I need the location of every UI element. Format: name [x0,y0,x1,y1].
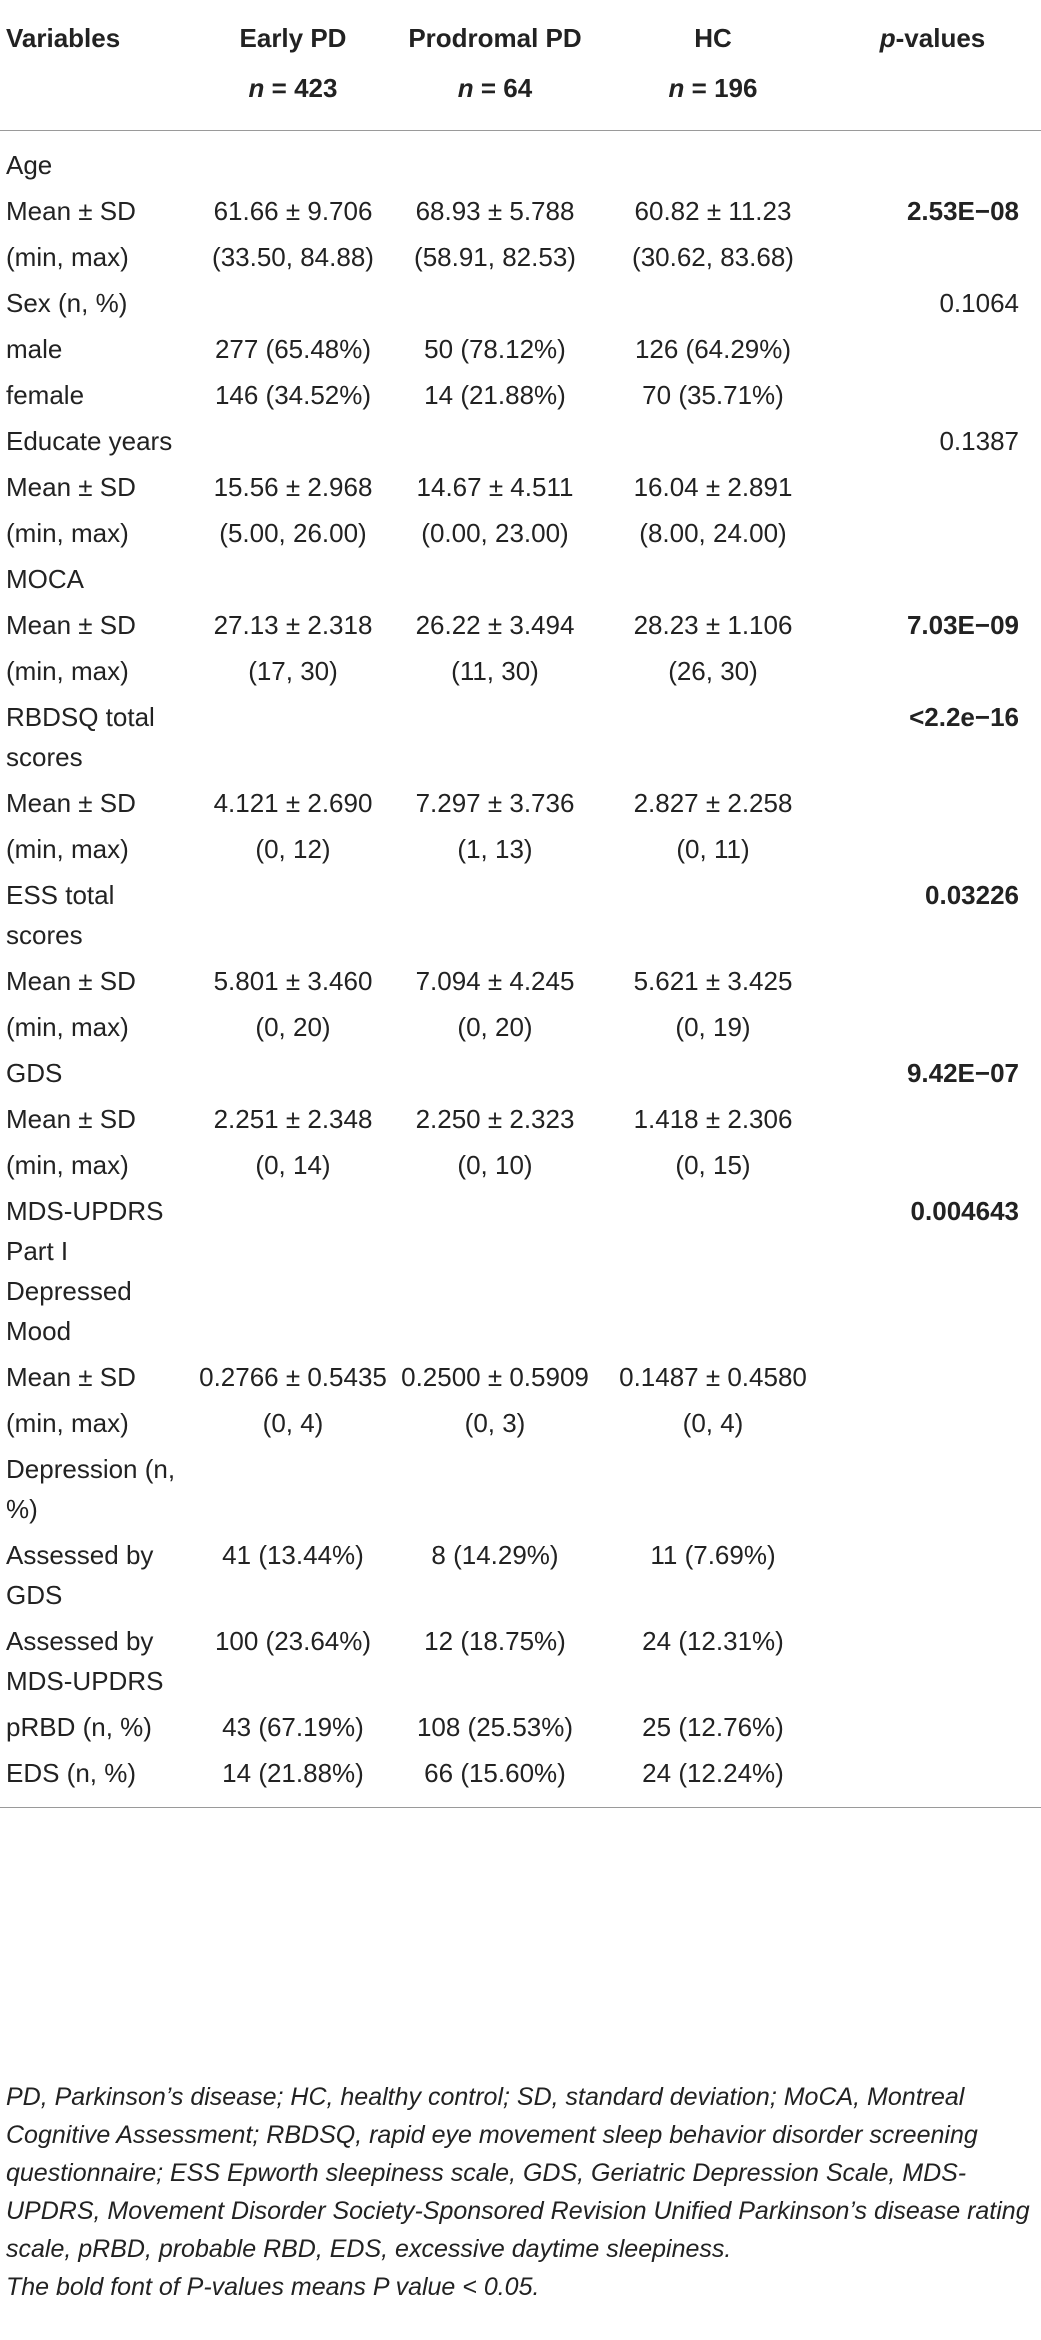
table-row [0,602,1041,648]
row-label: (min, max) [6,518,129,548]
table-row [0,1400,1041,1446]
header-p-rest: -values [895,23,986,53]
cell-hc: 16.04 ± 2.891 [633,472,793,502]
n-label: n [457,73,474,103]
cell-prodromal-pd: 14 (21.88%) [424,380,566,410]
cell-prodromal-pd: (0, 10) [457,1150,533,1180]
cell-early-pd: 277 (65.48%) [214,334,372,364]
row-label: (min, max) [6,242,129,272]
header-prodromal-pd-n: n = 64 [388,58,602,131]
cell-hc [602,1188,824,1354]
cell-hc: 1.418 ± 2.306 [633,1104,793,1134]
cell-prodromal-pd [388,1050,602,1096]
row-label: Mean ± SD [6,966,136,996]
cell-prodromal-pd [388,872,602,958]
table-row [0,826,1041,872]
table-row [0,648,1041,694]
cell-hc: 2.827 ± 2.258 [633,788,793,818]
cell-hc: 24 (12.24%) [642,1758,784,1788]
cell-p-value: 7.03E−09 [906,610,1019,640]
cell-early-pd: (33.50, 84.88) [212,242,374,272]
cell-hc: 25 (12.76%) [642,1712,784,1742]
cell-prodromal-pd [388,418,602,464]
cell-hc [602,280,824,326]
cell-prodromal-pd: 7.297 ± 3.736 [415,788,575,818]
cell-prodromal-pd: 26.22 ± 3.494 [415,610,575,640]
cell-hc: 0.1487 ± 0.4580 [619,1362,807,1392]
cell-early-pd: 41 (13.44%) [222,1540,364,1570]
cell-prodromal-pd: 2.250 ± 2.323 [415,1104,575,1134]
cell-early-pd: (0, 12) [255,834,331,864]
row-label: RBDSQ total scores [6,702,155,772]
cell-prodromal-pd: 68.93 ± 5.788 [415,196,575,226]
cell-hc: 11 (7.69%) [650,1540,776,1570]
row-label: (min, max) [6,834,129,864]
table-row [0,418,1041,464]
cell-prodromal-pd [388,556,602,602]
table-row [0,958,1041,1004]
row-label: (min, max) [6,1408,129,1438]
cell-p-value [824,326,1041,372]
header-early-pd-n: n = 423 [198,58,388,131]
header-prodromal-pd: Prodromal PD [408,23,582,53]
table-row [0,131,1041,189]
cell-prodromal-pd: 108 (25.53%) [416,1712,574,1742]
row-label: Sex (n, %) [6,288,128,318]
table-row [0,780,1041,826]
table-row [0,464,1041,510]
row-label: Mean ± SD [6,1104,136,1134]
cell-prodromal-pd: 8 (14.29%) [431,1540,559,1570]
cell-p-value [824,131,1041,189]
cell-prodromal-pd: (0, 3) [464,1408,526,1438]
cell-p-value [824,1750,1041,1808]
cell-p-value [824,648,1041,694]
cell-early-pd: 14 (21.88%) [222,1758,364,1788]
n-label: n [668,73,685,103]
cell-prodromal-pd: 12 (18.75%) [424,1626,566,1656]
cell-early-pd: 0.2766 ± 0.5435 [199,1362,387,1392]
cell-prodromal-pd: 7.094 ± 4.245 [415,966,575,996]
cell-p-value: 0.03226 [925,880,1019,910]
table-row [0,694,1041,780]
cell-early-pd [198,694,388,780]
header-variables: Variables [6,23,121,53]
row-label: Educate years [6,426,173,456]
cell-hc [602,872,824,958]
cell-early-pd: 61.66 ± 9.706 [213,196,373,226]
row-label: EDS (n, %) [6,1758,137,1788]
cell-early-pd [198,418,388,464]
cell-early-pd: 100 (23.64%) [214,1626,372,1656]
cell-p-value [824,1532,1041,1618]
row-label: Mean ± SD [6,196,136,226]
cell-early-pd [198,556,388,602]
table-row [0,1446,1041,1532]
cell-p-value: 2.53E−08 [906,196,1019,226]
cell-early-pd: 43 (67.19%) [222,1712,364,1742]
cell-p-value [824,1096,1041,1142]
cell-hc [602,1446,824,1532]
footnote-bold-note: The bold font of P-values means P value < 0.05. [6,2273,540,2301]
cell-early-pd [198,1446,388,1532]
table-row [0,1188,1041,1354]
row-label: Age [6,150,53,180]
cell-hc [602,418,824,464]
cell-p-value [824,510,1041,556]
cell-hc: 126 (64.29%) [634,334,792,364]
row-label: Mean ± SD [6,610,136,640]
cell-hc: (0, 11) [676,834,750,864]
row-label: (min, max) [6,1150,129,1180]
table-row [0,1096,1041,1142]
header-hc: HC [694,23,732,53]
cell-p-value: 9.42E−07 [906,1058,1019,1088]
cell-hc: 5.621 ± 3.425 [633,966,793,996]
cell-prodromal-pd: 14.67 ± 4.511 [416,472,574,502]
cell-early-pd [198,872,388,958]
header-early-pd: Early PD [239,23,347,53]
cell-hc: (26, 30) [668,656,758,686]
cell-prodromal-pd: 66 (15.60%) [424,1758,566,1788]
cell-early-pd [198,1050,388,1096]
cell-hc [602,1050,824,1096]
row-label: (min, max) [6,1012,129,1042]
table-row [0,1050,1041,1096]
cell-prodromal-pd [388,1446,602,1532]
row-label: MDS-UPDRS Part I Depressed Mood [6,1196,164,1346]
cell-early-pd: 146 (34.52%) [214,380,372,410]
cell-early-pd: 4.121 ± 2.690 [213,788,373,818]
table-row [0,234,1041,280]
cell-prodromal-pd: (1, 13) [457,834,533,864]
n-label: n [248,73,265,103]
table-row [0,510,1041,556]
cell-hc: (0, 15) [675,1150,751,1180]
row-label: (min, max) [6,656,129,686]
table-row [0,1704,1041,1750]
cell-p-value [824,372,1041,418]
cell-early-pd: 5.801 ± 3.460 [213,966,373,996]
row-label: MOCA [6,564,84,594]
cell-p-value [824,1618,1041,1704]
header-p-italic: p [879,23,896,53]
cell-early-pd: (5.00, 26.00) [219,518,367,548]
table-row [0,326,1041,372]
cell-prodromal-pd: (11, 30) [451,656,539,686]
row-label: male [6,334,63,364]
cell-early-pd: 27.13 ± 2.318 [213,610,373,640]
cell-early-pd [198,1188,388,1354]
row-label: pRBD (n, %) [6,1712,152,1742]
cell-early-pd [198,280,388,326]
cell-prodromal-pd: (58.91, 82.53) [414,242,576,272]
row-label: GDS [6,1058,63,1088]
row-label: Mean ± SD [6,472,136,502]
cell-hc: 28.23 ± 1.106 [633,610,793,640]
cell-p-value [824,958,1041,1004]
cell-p-value [824,1142,1041,1188]
row-label: Assessed by MDS-UPDRS [6,1626,164,1696]
table-row [0,556,1041,602]
cell-early-pd: (0, 4) [262,1408,324,1438]
table-row [0,1004,1041,1050]
row-label: ESS total scores [6,880,115,950]
row-label: Assessed by GDS [6,1540,154,1610]
cell-p-value: 0.004643 [910,1196,1019,1226]
cell-p-value [824,1354,1041,1400]
table-row [0,1532,1041,1618]
row-label: Mean ± SD [6,788,136,818]
cell-early-pd: (17, 30) [248,656,338,686]
table-header [0,0,1041,131]
cell-p-value [824,826,1041,872]
cell-p-value: 0.1387 [939,426,1019,456]
cell-hc: (0, 4) [682,1408,744,1438]
cell-early-pd: (0, 14) [255,1150,331,1180]
table-row [0,872,1041,958]
cell-prodromal-pd: 50 (78.12%) [424,334,566,364]
cell-p-value [824,1004,1041,1050]
table-body [0,131,1041,1808]
cell-hc: 70 (35.71%) [642,380,784,410]
cell-p-value [824,1704,1041,1750]
cell-hc: 60.82 ± 11.23 [634,196,792,226]
table-row [0,1618,1041,1704]
row-label: female [6,380,85,410]
header-p-values [824,0,1041,58]
cell-hc: (30.62, 83.68) [632,242,794,272]
cell-early-pd: 2.251 ± 2.348 [213,1104,373,1134]
cell-p-value [824,464,1041,510]
cell-prodromal-pd [388,280,602,326]
cell-hc [602,131,824,189]
table-row [0,1354,1041,1400]
cell-p-value: <2.2e−16 [909,702,1019,732]
cell-prodromal-pd [388,131,602,189]
table-row [0,1750,1041,1808]
row-label: Depression (n, %) [6,1454,176,1524]
row-label: Mean ± SD [6,1362,136,1392]
table-footnote [6,2078,1036,2306]
cell-prodromal-pd [388,694,602,780]
cell-early-pd: (0, 20) [255,1012,331,1042]
cell-p-value [824,234,1041,280]
cell-early-pd: 15.56 ± 2.968 [213,472,373,502]
footnote-abbreviations: PD, Parkinson’s disease; HC, healthy control; SD, standard deviation; MoCA, Montreal Cognitive Assessment; RBDSQ, rapid eye movement sleep behavior disorder screening questionnaire; ESS Epworth sleepiness scale, GDS, Geriatric Depression Scale, MDS-UPDRS, Movement Disorder Society-Sponsored Revision Unified Parkinson’s disease rating scale, pRBD, probable RBD, EDS, excessive daytime sleepiness. [6,2083,1030,2263]
cell-p-value [824,1400,1041,1446]
table-row [0,1142,1041,1188]
cell-p-value: 0.1064 [939,288,1019,318]
cell-hc [602,556,824,602]
cell-early-pd [198,131,388,189]
cell-prodromal-pd: (0, 20) [457,1012,533,1042]
table-row [0,372,1041,418]
cell-prodromal-pd [388,1188,602,1354]
cell-prodromal-pd: 0.2500 ± 0.5909 [401,1362,589,1392]
table-row [0,280,1041,326]
cell-p-value [824,556,1041,602]
cell-hc: (0, 19) [675,1012,751,1042]
cell-hc: 24 (12.31%) [642,1626,784,1656]
cell-hc: (8.00, 24.00) [639,518,787,548]
cell-p-value [824,1446,1041,1532]
cell-hc [602,694,824,780]
cell-prodromal-pd: (0.00, 23.00) [421,518,569,548]
header-hc-n: n = 196 [602,58,824,131]
cell-p-value [824,780,1041,826]
table-row [0,188,1041,234]
